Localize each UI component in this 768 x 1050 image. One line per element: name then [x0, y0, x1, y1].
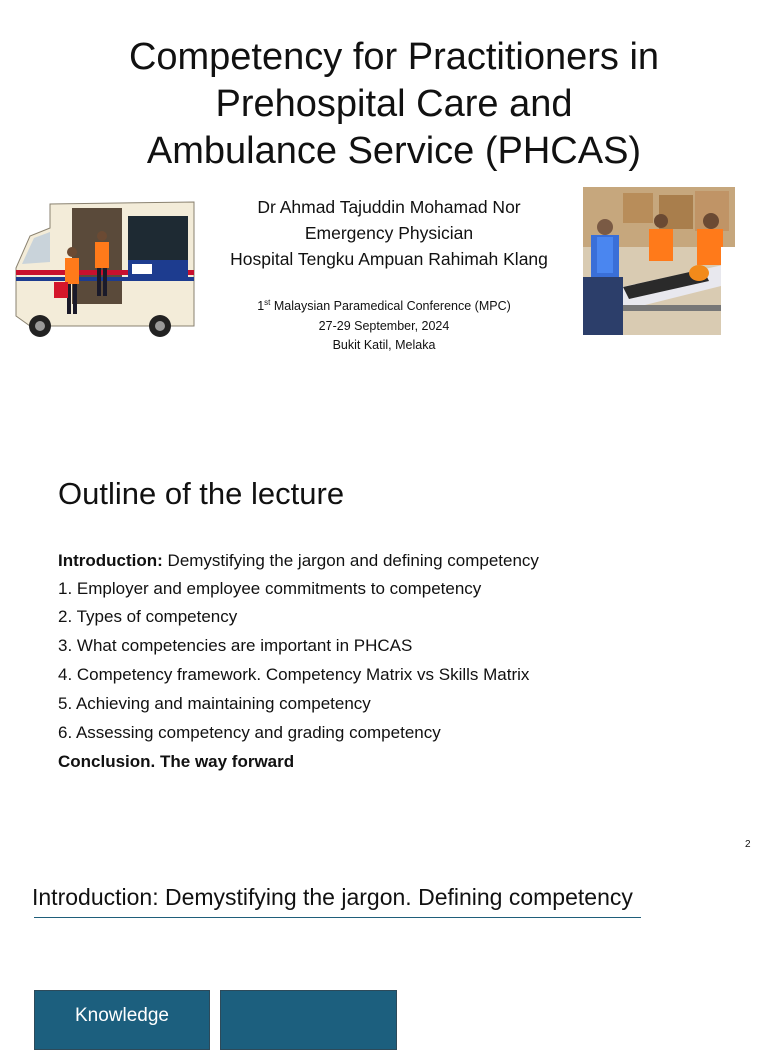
knowledge-box: Knowledge	[34, 990, 210, 1050]
title-underline	[34, 917, 641, 918]
conference-sup: st	[264, 297, 271, 307]
conference-name	[200, 297, 568, 316]
outline-intro-label: Introduction:	[58, 551, 163, 570]
outline-item-4: 4. Competency framework. Competency Matrix vs Skills Matrix	[58, 665, 530, 684]
team-photo	[583, 187, 735, 335]
outline-intro	[58, 550, 539, 572]
outline-title: Outline of the lecture	[58, 476, 345, 511]
conference-rest: Malaysian Paramedical Conference (MPC)	[270, 299, 511, 313]
intro-slide-title: Introduction: Demystifying the jargon. Defining competency	[32, 884, 633, 910]
outline-item-1: 1. Employer and employee commitments to competency	[58, 579, 482, 598]
author-name: Dr Ahmad Tajuddin Mohamad Nor	[257, 197, 521, 217]
outline-intro-text: Demystifying the jargon and defining competency	[162, 551, 539, 570]
author-hospital: Hospital Tengku Ampuan Rahimah Klang	[230, 249, 548, 269]
conference-venue: Bukit Katil, Melaka	[332, 338, 436, 352]
ambulance-photo	[10, 198, 196, 338]
title-line-3: Ambulance Service (PHCAS)	[146, 130, 642, 172]
conference-prefix: 1	[257, 299, 265, 313]
conference-dates: 27-29 September, 2024	[318, 319, 450, 333]
title-line-2: Prehospital Care and	[215, 83, 573, 125]
page-number: 2	[745, 839, 751, 850]
outline-item-5: 5. Achieving and maintaining competency	[58, 694, 371, 713]
outline-conclusion: Conclusion. The way forward	[58, 752, 295, 771]
outline-item-6: 6. Assessing competency and grading competency	[58, 723, 441, 742]
outline-item-3: 3. What competencies are important in PHCAS	[58, 636, 413, 655]
slide-title	[60, 34, 728, 175]
author-role: Emergency Physician	[304, 223, 474, 243]
concept-box-2	[220, 990, 397, 1050]
title-line-1: Competency for Practitioners in	[128, 36, 660, 78]
outline-item-2: 2. Types of competency	[58, 607, 238, 626]
